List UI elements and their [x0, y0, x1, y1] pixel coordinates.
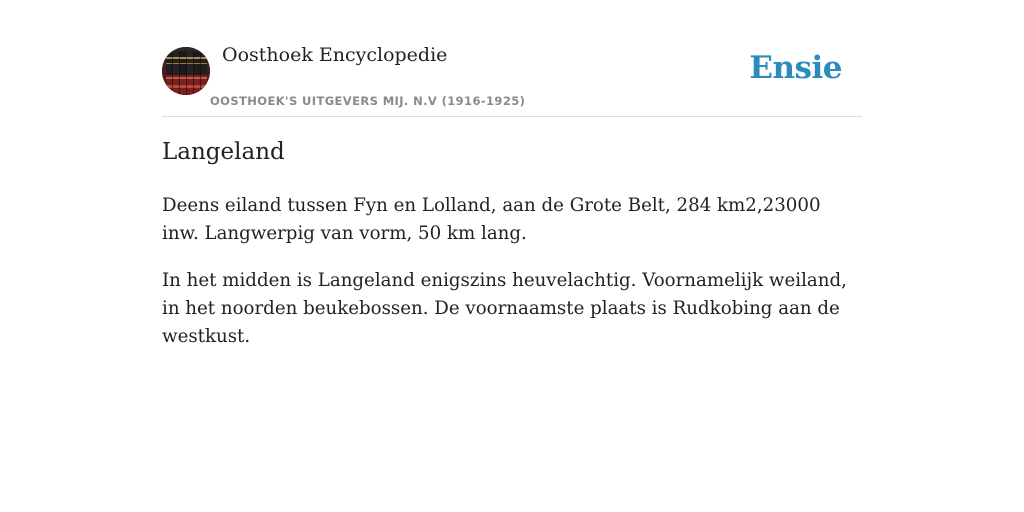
source-header [162, 0, 862, 117]
book-spines-icon [162, 47, 210, 95]
article-paragraph: In het midden is Langeland enigszins heuvelachtig. Voornamelijk weiland, in het noorden beukebossen. De voornaamste plaats is Rudkobing aan de westkust. [162, 270, 847, 347]
article-paragraph: Deens eiland tussen Fyn en Lolland, aan de Grote Belt, 284 km2,23000 inw. Langwerpig van vorm, 50 km lang. [162, 195, 821, 244]
publisher-label: OOSTHOEK'S UITGEVERS MIJ. N.V (1916-1925) [210, 94, 526, 108]
article-card [162, 0, 862, 347]
ensie-logo[interactable]: Ensie [749, 50, 842, 86]
article-title: Langeland [162, 139, 285, 165]
source-title[interactable]: Oosthoek Encyclopedie [222, 44, 448, 66]
encyclopedia-books-avatar[interactable] [162, 47, 210, 95]
